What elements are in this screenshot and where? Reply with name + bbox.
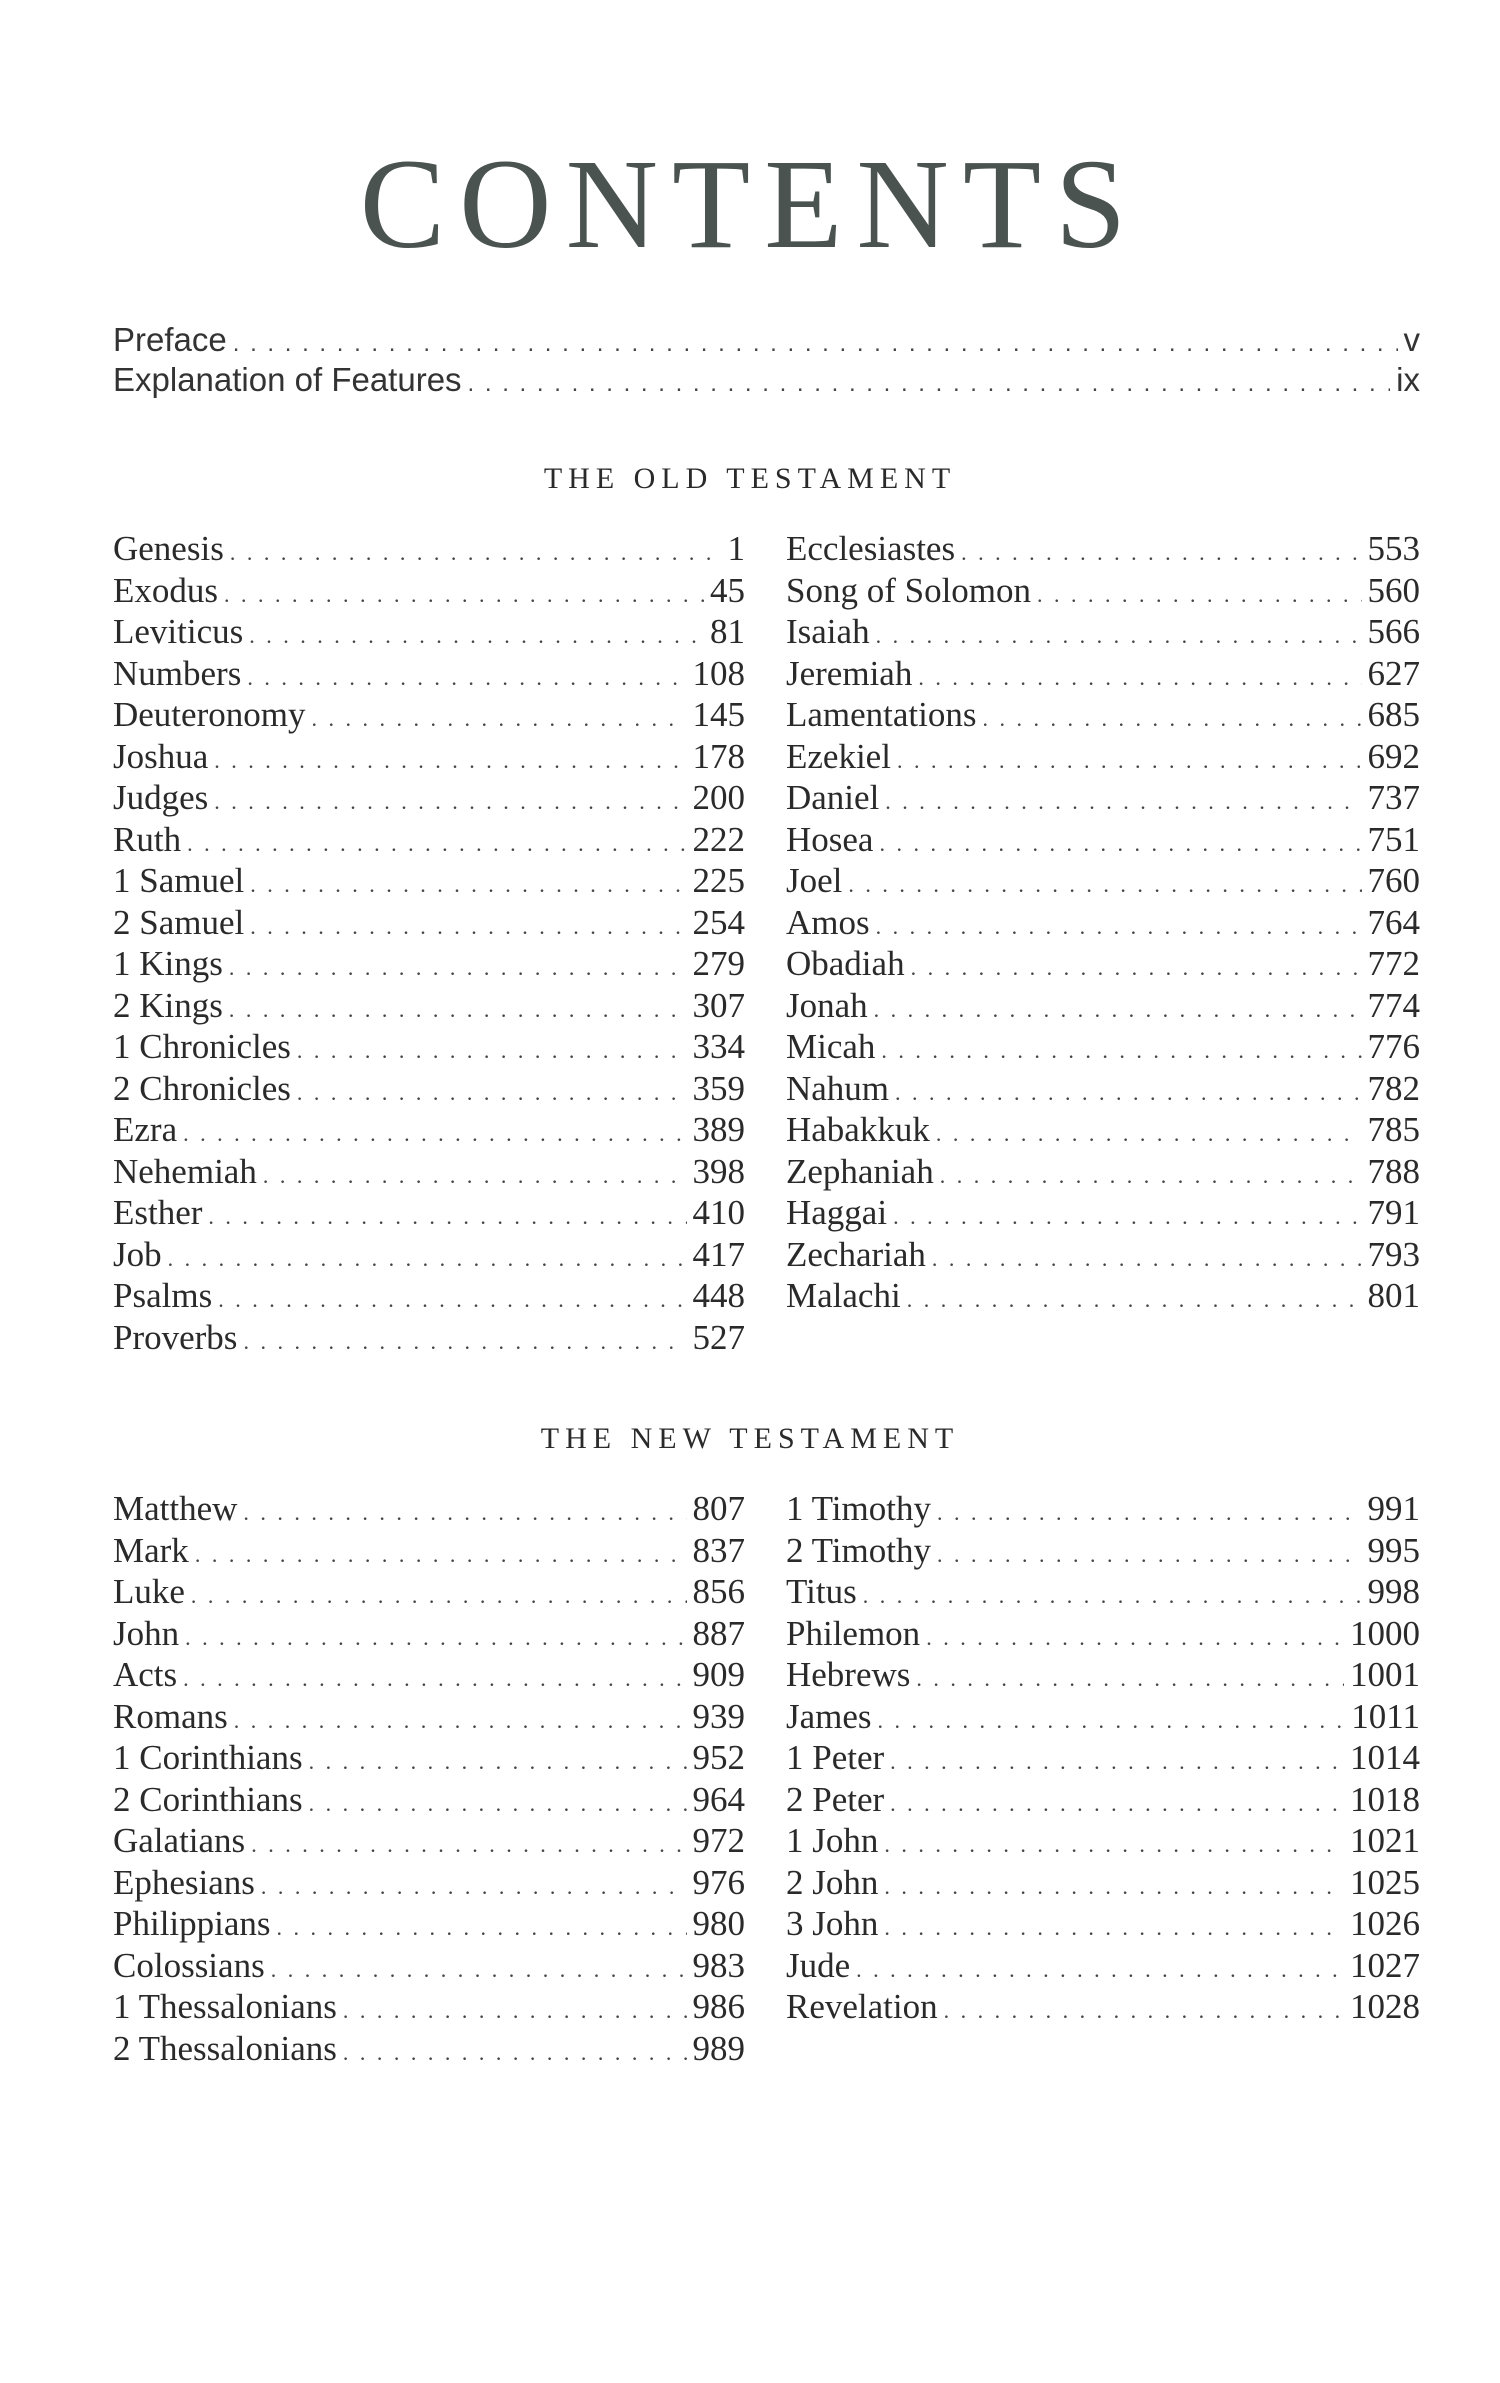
toc-entry-title: Hebrews (786, 1655, 911, 1694)
toc-entry (786, 1945, 1420, 1987)
toc-entry-page-number: 307 (692, 985, 745, 1025)
toc-entry-title: Acts (113, 1655, 178, 1694)
dot-leader (250, 906, 686, 948)
toc-entry-title: Ruth (113, 819, 182, 859)
toc-entry (786, 1068, 1420, 1110)
toc-entry (786, 1192, 1420, 1234)
toc-entry (113, 985, 745, 1027)
toc-entry-title: Philippians (113, 1904, 271, 1943)
dot-leader (983, 698, 1362, 740)
toc-entry-page-number: 398 (692, 1151, 745, 1191)
toc-entry-title: Isaiah (786, 612, 870, 651)
toc-entry-page-number: 1021 (1350, 1821, 1420, 1860)
toc-entry-title: 1 Timothy (786, 1489, 931, 1528)
dot-leader (343, 2032, 687, 2074)
toc-entry (113, 1654, 745, 1696)
toc-entry-title: Daniel (786, 778, 880, 817)
toc-entry (113, 1945, 745, 1987)
toc-entry-page-number: 793 (1367, 1234, 1420, 1274)
toc-entry-title: Obadiah (786, 944, 905, 983)
toc-entry-title: Psalms (113, 1276, 213, 1315)
toc-entry-title: 2 Corinthians (113, 1779, 303, 1819)
dot-leader (229, 989, 687, 1031)
toc-entry-page-number: 448 (692, 1276, 745, 1315)
dot-leader (187, 823, 686, 865)
dot-leader (243, 1321, 686, 1363)
dot-leader (214, 781, 686, 823)
toc-entry-title: Ephesians (113, 1862, 255, 1902)
toc-entry-title: 2 Peter (786, 1779, 885, 1819)
toc-entry (113, 528, 745, 570)
dot-leader (916, 1658, 1344, 1700)
toc-entry (786, 819, 1420, 861)
dot-leader (884, 1866, 1344, 1908)
toc-entry (786, 1696, 1420, 1738)
toc-entry-title: Hosea (786, 819, 874, 859)
toc-entry (113, 1779, 745, 1821)
toc-entry (113, 1903, 745, 1945)
toc-entry-title: 1 Corinthians (113, 1738, 303, 1777)
toc-entry (786, 570, 1420, 612)
toc-entry-page-number: 760 (1367, 861, 1420, 900)
toc-entry-page-number: 334 (692, 1027, 745, 1066)
toc-entry-page-number: 995 (1367, 1530, 1420, 1570)
dot-leader (230, 532, 722, 574)
dot-leader (876, 615, 1362, 657)
toc-entry-page-number: 807 (692, 1489, 745, 1528)
dot-leader (208, 1196, 686, 1238)
toc-entry-page-number: 45 (710, 570, 745, 610)
toc-entry (786, 1613, 1420, 1655)
toc-entry (786, 611, 1420, 653)
dot-leader (932, 1238, 1362, 1280)
toc-entry-page-number: 692 (1367, 736, 1420, 776)
toc-entry-page-number: 785 (1367, 1110, 1420, 1149)
dot-leader (191, 1575, 687, 1617)
toc-entry-title: Genesis (113, 529, 224, 568)
toc-entry-title: Jude (786, 1945, 851, 1985)
dot-leader (878, 1700, 1346, 1742)
dot-leader (926, 1617, 1344, 1659)
toc-entry-page-number: 553 (1367, 529, 1420, 568)
toc-entry-page-number: 774 (1367, 985, 1420, 1025)
toc-entry-title: 1 Samuel (113, 861, 245, 900)
toc-entry-page-number: 254 (692, 902, 745, 942)
toc-entry-page-number: 764 (1367, 902, 1420, 942)
toc-entry (786, 1737, 1420, 1779)
toc-entry-page-number: 417 (692, 1234, 745, 1274)
toc-entry (113, 2028, 745, 2070)
toc-entry-title: Micah (786, 1027, 876, 1066)
toc-entry-title: Mark (113, 1530, 189, 1570)
toc-entry-page-number: 145 (692, 695, 745, 734)
dot-leader (218, 1279, 686, 1321)
toc-entry-title: Leviticus (113, 612, 244, 651)
dot-leader (250, 864, 686, 906)
dot-leader (944, 1990, 1344, 2032)
toc-entry-title: Jeremiah (786, 653, 913, 693)
toc-entry-page-number: 998 (1367, 1572, 1420, 1611)
toc-entry-page-number: 225 (692, 861, 745, 900)
dot-leader (309, 1741, 687, 1783)
toc-entry-page-number: 791 (1367, 1193, 1420, 1232)
toc-entry-page-number: ix (1396, 361, 1420, 398)
toc-entry-title: Jonah (786, 985, 868, 1025)
toc-entry-title: Titus (786, 1572, 857, 1611)
dot-leader (311, 698, 686, 740)
toc-entry (786, 1530, 1420, 1572)
toc-entry (786, 777, 1420, 819)
toc-entry (786, 1151, 1420, 1193)
toc-entry-title: Joel (786, 861, 843, 900)
toc-entry (113, 777, 745, 819)
toc-entry-title: Numbers (113, 653, 242, 693)
toc-entry-title: 3 John (786, 1904, 879, 1943)
toc-entry (113, 1737, 745, 1779)
dot-leader (940, 1155, 1362, 1197)
toc-entry (113, 943, 745, 985)
toc-entry-title: 1 John (786, 1821, 879, 1860)
old-testament-right-column (786, 528, 1420, 1317)
dot-leader (271, 1949, 687, 1991)
toc-entry (113, 1317, 745, 1359)
dot-leader (224, 574, 704, 616)
toc-entry (113, 1109, 745, 1151)
toc-entry-title: Colossians (113, 1945, 265, 1985)
toc-entry-page-number: 359 (692, 1068, 745, 1108)
toc-entry (786, 736, 1420, 778)
dot-leader (911, 947, 1362, 989)
dot-leader (848, 864, 1361, 906)
toc-entry (786, 902, 1420, 944)
toc-entry-page-number: 389 (692, 1110, 745, 1149)
toc-entry (113, 694, 745, 736)
toc-entry-title: 2 Timothy (786, 1530, 931, 1570)
dot-leader (890, 1741, 1344, 1783)
toc-entry-page-number: 737 (1367, 778, 1420, 817)
toc-entry (786, 1820, 1420, 1862)
toc-entry (113, 1026, 745, 1068)
dot-leader (897, 740, 1362, 782)
toc-entry-title: Proverbs (113, 1317, 238, 1357)
toc-entry-title: Ezekiel (786, 736, 891, 776)
toc-entry (786, 1654, 1420, 1696)
dot-leader (961, 532, 1361, 574)
dot-leader (168, 1238, 687, 1280)
toc-entry-title: 2 Thessalonians (113, 2028, 337, 2068)
dot-leader (936, 1113, 1362, 1155)
toc-entry-page-number: 983 (692, 1945, 745, 1985)
old-testament-heading: THE OLD TESTAMENT (543, 462, 957, 495)
dot-leader (183, 1113, 686, 1155)
dot-leader (893, 1196, 1361, 1238)
toc-entry-page-number: 685 (1367, 695, 1420, 734)
toc-entry (786, 528, 1420, 570)
toc-entry (113, 1820, 745, 1862)
toc-entry-page-number: 972 (692, 1821, 745, 1860)
toc-entry-page-number: 410 (692, 1193, 745, 1232)
toc-entry-title: Ecclesiastes (786, 529, 956, 568)
toc-entry (786, 985, 1420, 1027)
toc-entry-title: Matthew (113, 1489, 238, 1528)
toc-entry-page-number: 976 (692, 1862, 745, 1902)
dot-leader (249, 615, 704, 657)
old-testament-left-column (113, 528, 745, 1358)
toc-entry (786, 943, 1420, 985)
toc-entry-title: Malachi (786, 1276, 901, 1315)
toc-entry-title: Song of Solomon (786, 570, 1032, 610)
toc-entry (113, 1234, 745, 1276)
toc-entry-page-number: 222 (692, 819, 745, 859)
dot-leader (856, 1949, 1344, 1991)
dot-leader (214, 740, 686, 782)
dot-leader (863, 1575, 1362, 1617)
toc-entry (113, 1571, 745, 1613)
dot-leader (297, 1030, 687, 1072)
toc-entry-title: 2 Kings (113, 985, 223, 1025)
toc-entry-title: Explanation of Features (113, 361, 462, 398)
dot-leader (195, 1534, 687, 1576)
toc-entry (113, 860, 745, 902)
toc-entry-page-number: 178 (692, 736, 745, 776)
toc-entry (113, 1151, 745, 1193)
toc-entry-page-number: 801 (1367, 1276, 1420, 1315)
dot-leader (874, 989, 1362, 1031)
toc-entry-page-number: 627 (1367, 653, 1420, 693)
toc-entry (113, 1613, 745, 1655)
dot-leader (297, 1072, 687, 1114)
toc-entry (113, 360, 1420, 400)
toc-entry-title: Zechariah (786, 1234, 926, 1274)
toc-entry (786, 860, 1420, 902)
dot-leader (884, 1907, 1344, 1949)
toc-entry-title: Philemon (786, 1613, 921, 1653)
toc-entry (786, 694, 1420, 736)
toc-entry-page-number: 751 (1367, 819, 1420, 859)
dot-leader (895, 1072, 1361, 1114)
toc-entry (113, 320, 1420, 360)
toc-entry-title: Luke (113, 1572, 185, 1611)
toc-entry-title: 2 John (786, 1862, 879, 1902)
toc-entry-page-number: 1025 (1350, 1862, 1420, 1902)
dot-leader (876, 906, 1362, 948)
toc-entry (786, 1109, 1420, 1151)
dot-leader (229, 947, 687, 989)
toc-entry-title: 2 Samuel (113, 902, 245, 942)
toc-entry-title: Habakkuk (786, 1110, 930, 1149)
dot-leader (309, 1783, 687, 1825)
toc-entry (786, 1779, 1420, 1821)
toc-entry-page-number: v (1403, 321, 1420, 358)
dot-leader (247, 657, 686, 699)
toc-entry-page-number: 776 (1367, 1027, 1420, 1066)
dot-leader (263, 1155, 687, 1197)
toc-entry-page-number: 1 (727, 529, 745, 568)
toc-entry (786, 1026, 1420, 1068)
page-title: CONTENTS (359, 133, 1141, 275)
toc-entry-title: Judges (113, 778, 209, 817)
toc-entry (786, 1234, 1420, 1276)
toc-entry-title: Esther (113, 1193, 203, 1232)
toc-entry-page-number: 782 (1367, 1068, 1420, 1108)
toc-entry-title: 1 Thessalonians (113, 1987, 337, 2026)
toc-entry-title: Nehemiah (113, 1151, 257, 1191)
toc-entry-title: Job (113, 1234, 162, 1274)
toc-entry-title: Galatians (113, 1821, 246, 1860)
toc-entry-page-number: 1014 (1350, 1738, 1420, 1777)
dot-leader (890, 1783, 1344, 1825)
toc-entry-page-number: 986 (692, 1987, 745, 2026)
toc-entry-title: Joshua (113, 736, 209, 776)
toc-entry-title: Revelation (786, 1987, 938, 2026)
toc-entry-page-number: 1018 (1350, 1779, 1420, 1819)
dot-leader (343, 1990, 687, 2032)
toc-entry-page-number: 989 (692, 2028, 745, 2068)
toc-entry-page-number: 279 (692, 944, 745, 983)
toc-entry (113, 611, 745, 653)
toc-entry-page-number: 837 (692, 1530, 745, 1570)
toc-entry-title: 1 Peter (786, 1738, 885, 1777)
toc-entry (113, 1862, 745, 1904)
toc-entry-title: Deuteronomy (113, 695, 306, 734)
dot-leader (468, 364, 1391, 404)
toc-entry (786, 1275, 1420, 1317)
toc-entry-page-number: 1028 (1350, 1987, 1420, 2026)
new-testament-left-column (113, 1488, 745, 2069)
new-testament-heading: THE NEW TESTAMENT (540, 1422, 960, 1455)
toc-entry-page-number: 1026 (1350, 1904, 1420, 1943)
toc-entry-page-number: 1011 (1351, 1696, 1420, 1736)
toc-entry (113, 1192, 745, 1234)
toc-entry-title: 2 Chronicles (113, 1068, 291, 1108)
toc-entry-title: Ezra (113, 1110, 178, 1149)
toc-entry-page-number: 788 (1367, 1151, 1420, 1191)
toc-entry-page-number: 566 (1367, 612, 1420, 651)
front-matter-list (113, 320, 1420, 400)
toc-entry (786, 1986, 1420, 2028)
dot-leader (234, 1700, 687, 1742)
toc-entry-page-number: 939 (692, 1696, 745, 1736)
toc-entry (113, 736, 745, 778)
toc-entry (113, 1986, 745, 2028)
toc-entry-page-number: 856 (692, 1572, 745, 1611)
toc-entry (786, 1862, 1420, 1904)
toc-entry (113, 1068, 745, 1110)
dot-leader (233, 324, 1398, 364)
dot-leader (879, 823, 1361, 865)
dot-leader (243, 1492, 686, 1534)
toc-entry (113, 653, 745, 695)
dot-leader (185, 1617, 686, 1659)
toc-entry-page-number: 980 (692, 1904, 745, 1943)
toc-entry (113, 819, 745, 861)
toc-entry-page-number: 527 (692, 1317, 745, 1357)
dot-leader (937, 1492, 1362, 1534)
toc-entry (113, 1530, 745, 1572)
dot-leader (885, 781, 1361, 823)
toc-entry-title: John (113, 1613, 180, 1653)
toc-entry (786, 1903, 1420, 1945)
toc-entry (786, 1488, 1420, 1530)
toc-entry-page-number: 81 (710, 612, 745, 651)
toc-entry (113, 902, 745, 944)
toc-entry-page-number: 952 (692, 1738, 745, 1777)
toc-entry-page-number: 108 (692, 653, 745, 693)
toc-entry-page-number: 887 (692, 1613, 745, 1653)
toc-entry (786, 1571, 1420, 1613)
toc-entry (113, 1488, 745, 1530)
toc-entry-title: James (786, 1696, 872, 1736)
dot-leader (261, 1866, 687, 1908)
dot-leader (884, 1824, 1344, 1866)
toc-entry-title: 1 Chronicles (113, 1027, 291, 1066)
toc-entry-title: Exodus (113, 570, 218, 610)
toc-entry-title: Nahum (786, 1068, 890, 1108)
toc-entry (113, 1275, 745, 1317)
new-testament-right-column (786, 1488, 1420, 2028)
dot-leader (183, 1658, 686, 1700)
toc-entry-title: Preface (113, 321, 227, 358)
toc-entry-title: Amos (786, 902, 870, 942)
dot-leader (1037, 574, 1361, 616)
dot-leader (881, 1030, 1361, 1072)
dot-leader (251, 1824, 686, 1866)
toc-entry-title: Zephaniah (786, 1151, 934, 1191)
toc-entry-page-number: 560 (1367, 570, 1420, 610)
toc-entry-page-number: 200 (692, 778, 745, 817)
toc-entry-title: Lamentations (786, 695, 977, 734)
toc-entry-title: Romans (113, 1696, 228, 1736)
toc-entry-title: 1 Kings (113, 944, 223, 983)
dot-leader (937, 1534, 1362, 1576)
dot-leader (918, 657, 1361, 699)
toc-entry-page-number: 772 (1367, 944, 1420, 983)
toc-entry-page-number: 909 (692, 1655, 745, 1694)
toc-entry-page-number: 991 (1367, 1489, 1420, 1528)
toc-entry (786, 653, 1420, 695)
toc-entry-page-number: 1001 (1350, 1655, 1420, 1694)
toc-entry-page-number: 964 (692, 1779, 745, 1819)
dot-leader (277, 1907, 687, 1949)
toc-entry-title: Haggai (786, 1193, 888, 1232)
toc-entry (113, 1696, 745, 1738)
toc-entry (113, 570, 745, 612)
dot-leader (907, 1279, 1362, 1321)
toc-entry-page-number: 1027 (1350, 1945, 1420, 1985)
toc-entry-page-number: 1000 (1350, 1613, 1420, 1653)
